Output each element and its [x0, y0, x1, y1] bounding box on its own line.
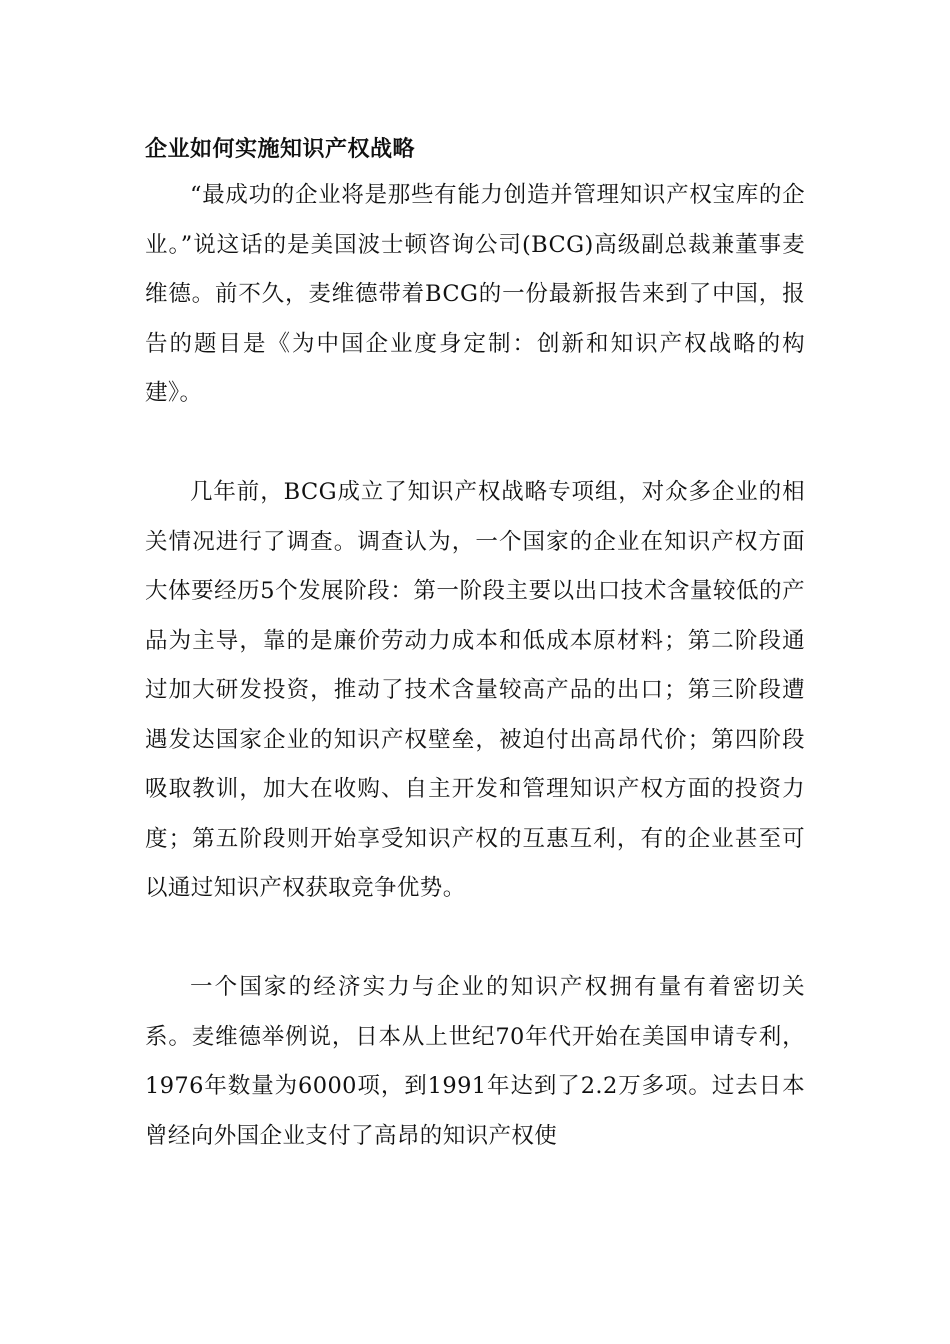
- paragraph-spacer: [145, 419, 805, 469]
- paragraph-2: 几年前，BCG成立了知识产权战略专项组，对众多企业的相关情况进行了调查。调查认为，一个国家的企业在知识产权方面大体要经历5个发展阶段：第一阶段主要以出口技术含量较低的产品为主导，靠的是廉价劳动力成本和低成本原材料；第二阶段通过加大研发投资，推动了技术含量较高产品的出口；第三阶段遭遇发达国家企业的知识产权壁垒，被迫付出高昂代价；第四阶段吸取教训，加大在收购、自主开发和管理知识产权方面的投资力度；第五阶段则开始享受知识产权的互惠互利，有的企业甚至可以通过知识产权获取竞争优势。: [145, 479, 805, 901]
- article-title: 企业如何实施知识产权战略: [145, 136, 416, 162]
- paragraph-spacer: [145, 914, 805, 964]
- paragraph-3: 一个国家的经济实力与企业的知识产权拥有量有着密切关系。麦维德举例说，日本从上世纪70年代开始在美国申请专利，1976年数量为6000项，到1991年达到了2.2万多项。过去日本曾经向外国企业支付了高昂的知识产权使: [145, 974, 805, 1149]
- paragraph-1: “最成功的企业将是那些有能力创造并管理知识产权宝库的企业。”说这话的是美国波士顿咨询公司(BCG)高级副总裁兼董事麦维德。前不久，麦维德带着BCG的一份最新报告来到了中国，报告的题目是《为中国企业度身定制：创新和知识产权战略的构建》。: [145, 182, 805, 406]
- article-body: [145, 127, 805, 1161]
